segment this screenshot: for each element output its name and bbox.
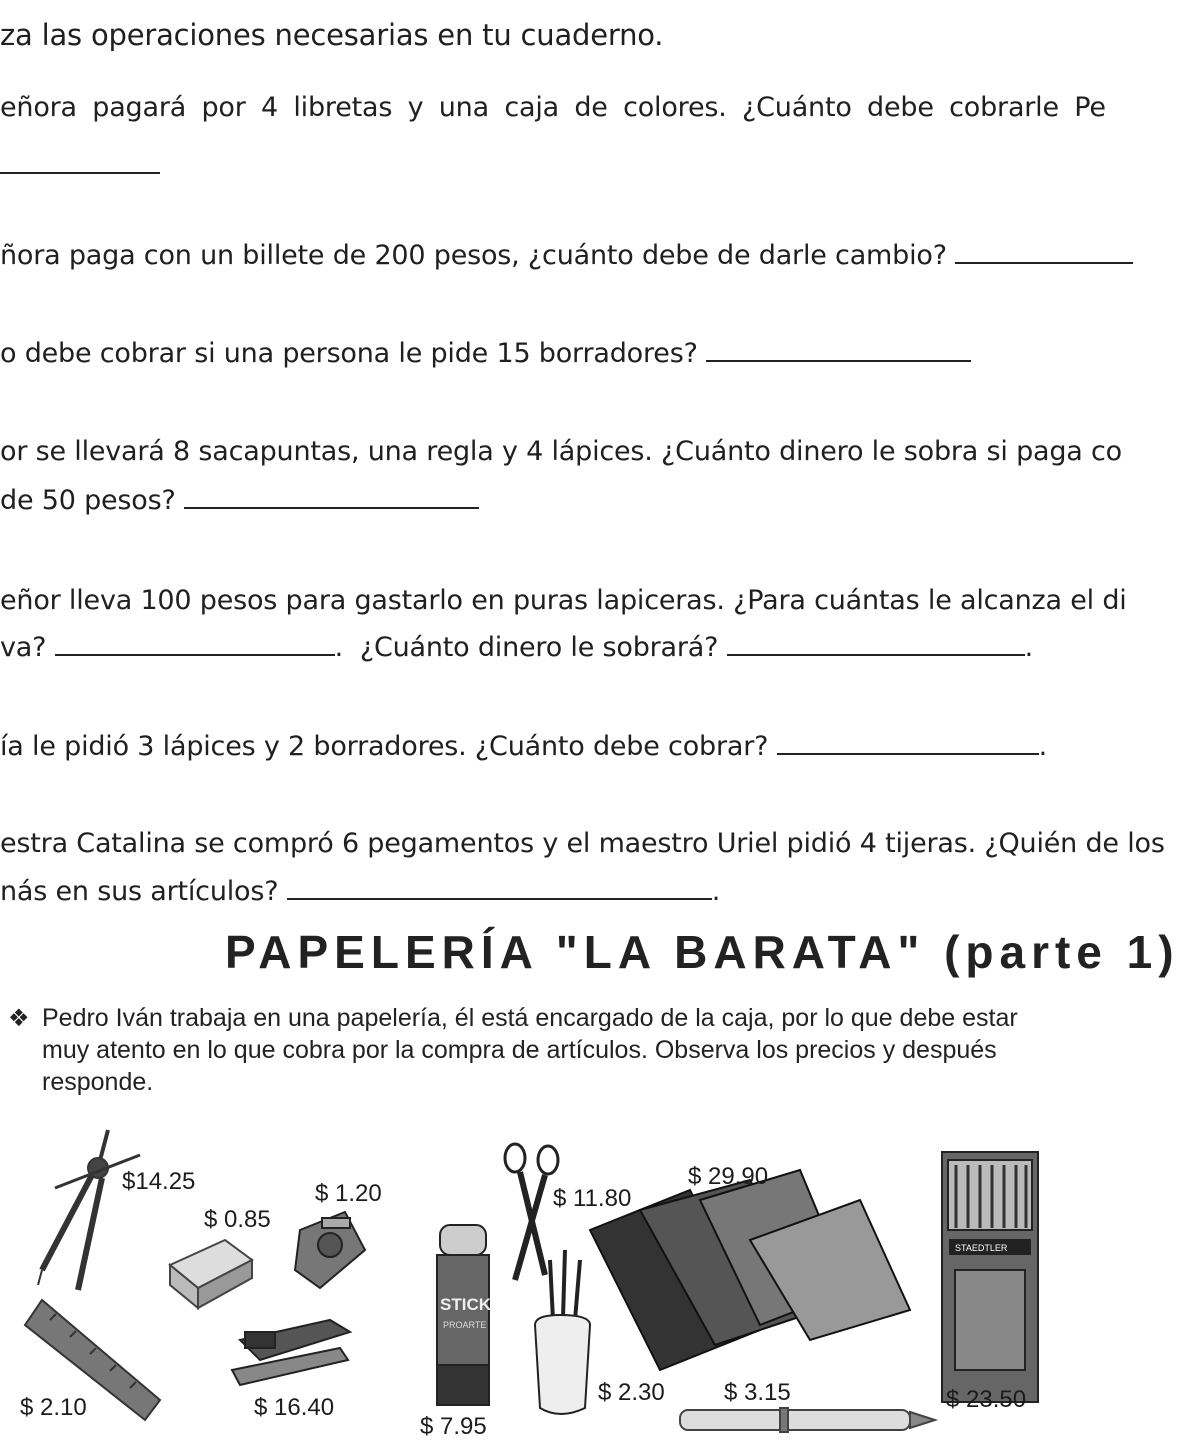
question-4-line-2: [0, 485, 479, 516]
glue-stick-icon: [437, 1225, 492, 1405]
question-7-line-1: estra Catalina se compró 6 pegamentos y el maestro Uriel pidió 4 tijeras. ¿Quién de los: [0, 828, 1165, 859]
question-1-line-1: eñora pagará por 4 libretas y una caja de colores. ¿Cuánto debe cobrarle Pe: [0, 92, 1106, 123]
question-2-answer-blank[interactable]: [955, 240, 1133, 264]
question-6: [0, 731, 1047, 762]
price-ruler: $ 2.10: [20, 1394, 87, 1421]
question-1-answer-blank[interactable]: [0, 150, 160, 181]
intro-paragraph: Pedro Iván trabaja en una papelería, él está encargado de la caja, por lo que debe estar muy atento en lo que cobra por la compra de artículos. Observa los precios y después responde.: [42, 1004, 1018, 1096]
instruction-text: za las operaciones necesarias en tu cuaderno.: [0, 18, 664, 52]
section-title: PAPELERÍA "LA BARATA" (parte 1): [225, 926, 1180, 978]
price-sharpener: $ 1.20: [315, 1180, 382, 1207]
pen-icon: [680, 1408, 935, 1432]
glue-sub-label: PROARTE: [443, 1320, 487, 1330]
question-2: [0, 240, 1133, 271]
question-7-period: .: [711, 876, 721, 907]
compass-icon: [38, 1130, 140, 1290]
question-5-answer-blank-a[interactable]: [55, 632, 335, 656]
question-7-text-2: nás en sus artículos?: [0, 876, 279, 907]
question-4-answer-blank[interactable]: [184, 485, 479, 509]
question-5-text-b: ¿Cuánto dinero le sobrará?: [359, 632, 719, 663]
notebooks-icon: [590, 1170, 910, 1370]
eraser-icon: [170, 1240, 252, 1308]
question-7-line-2: [0, 876, 720, 907]
sharpener-icon: [295, 1212, 365, 1288]
question-7-answer-blank[interactable]: [287, 876, 712, 900]
scissors-icon: [505, 1144, 558, 1280]
question-5-answer-blank-b[interactable]: [727, 632, 1025, 656]
price-stapler: $ 16.40: [254, 1394, 335, 1421]
price-eraser: $ 0.85: [204, 1206, 271, 1233]
question-6-answer-blank[interactable]: [777, 731, 1039, 755]
price-colored-pencils: $ 23.50: [946, 1386, 1027, 1413]
question-3-answer-blank[interactable]: [706, 338, 971, 362]
question-4-text-2: de 50 pesos?: [0, 485, 176, 516]
price-scissors: $ 11.80: [553, 1185, 632, 1212]
section-title-clipped: [225, 925, 1180, 978]
price-notebooks: $ 29.90: [688, 1163, 769, 1190]
price-pencil: $ 2.30: [598, 1379, 665, 1406]
colored-pencils-box-icon: [942, 1152, 1038, 1402]
price-glue-stick: $ 7.95: [420, 1413, 487, 1440]
question-3-text: o debe cobrar si una persona le pide 15 borradores?: [0, 338, 698, 369]
question-3: [0, 338, 971, 369]
question-5-line-1: eñor lleva 100 pesos para gastarlo en puras lapiceras. ¿Para cuántas le alcanza el di: [0, 585, 1127, 616]
question-4-line-1: or se llevará 8 sacapuntas, una regla y 4 lápices. ¿Cuánto dinero le sobra si paga co: [0, 436, 1122, 467]
question-5-line-2: [0, 632, 1033, 663]
price-compass: $14.25: [122, 1168, 196, 1195]
question-5-text-a: va?: [0, 632, 47, 663]
question-2-text: ñora paga con un billete de 200 pesos, ¿cuánto debe de darle cambio?: [0, 240, 947, 271]
diamond-bullet-icon: ❖: [8, 1004, 30, 1032]
question-5-period-b: .: [1024, 632, 1034, 663]
glue-brand-label: STICK: [440, 1295, 491, 1314]
question-5-period-a: .: [334, 632, 344, 663]
price-pen: $ 3.15: [724, 1379, 791, 1406]
question-6-period: .: [1038, 731, 1048, 762]
stapler-icon: [232, 1320, 350, 1385]
colors-brand-label: STAEDTLER: [955, 1243, 1008, 1253]
question-6-text: ía le pidió 3 lápices y 2 borradores. ¿Cuánto debe cobrar?: [0, 731, 769, 762]
